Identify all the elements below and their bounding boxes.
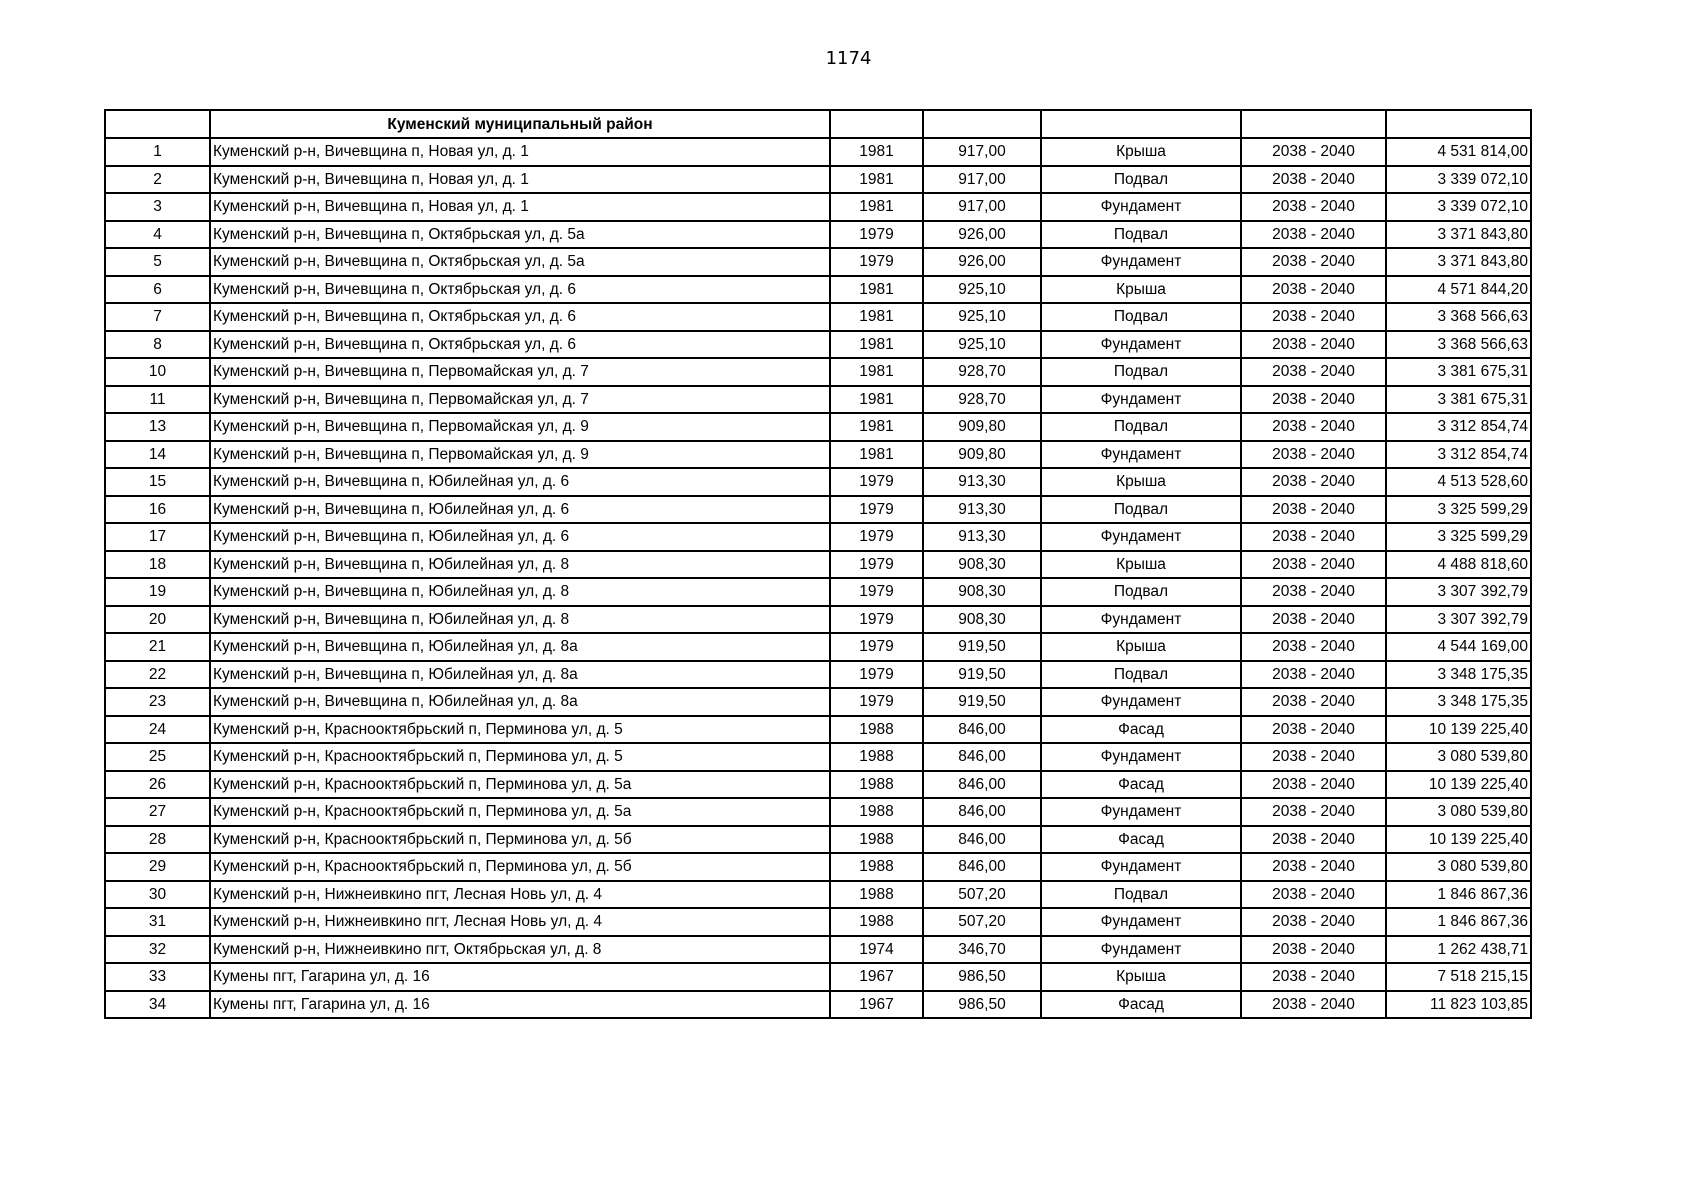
- work-type-cell: Фасад: [1041, 826, 1241, 854]
- empty-cell: [1041, 110, 1241, 138]
- work-type-cell: Крыша: [1041, 138, 1241, 166]
- period-cell: 2038 - 2040: [1241, 633, 1386, 661]
- area-cell: 919,50: [923, 633, 1041, 661]
- table-row: [105, 798, 1531, 826]
- cost-cell: 3 312 854,74: [1386, 413, 1531, 441]
- year-cell: 1979: [830, 248, 923, 276]
- row-number: 8: [105, 331, 210, 359]
- period-cell: 2038 - 2040: [1241, 276, 1386, 304]
- work-type-cell: Фундамент: [1041, 743, 1241, 771]
- cost-cell: 3 307 392,79: [1386, 578, 1531, 606]
- empty-cell: [1386, 110, 1531, 138]
- work-type-cell: Подвал: [1041, 578, 1241, 606]
- cost-cell: 4 513 528,60: [1386, 468, 1531, 496]
- row-number: 20: [105, 606, 210, 634]
- period-cell: 2038 - 2040: [1241, 881, 1386, 909]
- period-cell: 2038 - 2040: [1241, 798, 1386, 826]
- cost-cell: 1 262 438,71: [1386, 936, 1531, 964]
- year-cell: 1979: [830, 496, 923, 524]
- period-cell: 2038 - 2040: [1241, 578, 1386, 606]
- period-cell: 2038 - 2040: [1241, 991, 1386, 1019]
- table-row: [105, 441, 1531, 469]
- district-header-row: [105, 110, 1531, 138]
- page-number: 1174: [825, 48, 872, 69]
- address-cell: Куменский р-н, Вичевщина п, Первомайская ул, д. 9: [210, 413, 830, 441]
- work-type-cell: Подвал: [1041, 413, 1241, 441]
- cost-cell: 4 488 818,60: [1386, 551, 1531, 579]
- area-cell: 846,00: [923, 743, 1041, 771]
- year-cell: 1981: [830, 386, 923, 414]
- table-row: [105, 221, 1531, 249]
- period-cell: 2038 - 2040: [1241, 716, 1386, 744]
- year-cell: 1979: [830, 578, 923, 606]
- area-cell: 986,50: [923, 963, 1041, 991]
- table-row: [105, 303, 1531, 331]
- period-cell: 2038 - 2040: [1241, 166, 1386, 194]
- row-number: 34: [105, 991, 210, 1019]
- area-cell: 919,50: [923, 688, 1041, 716]
- work-type-cell: Подвал: [1041, 661, 1241, 689]
- table-row: [105, 166, 1531, 194]
- row-number: 28: [105, 826, 210, 854]
- row-number: 2: [105, 166, 210, 194]
- cost-cell: 10 139 225,40: [1386, 826, 1531, 854]
- cost-cell: 3 080 539,80: [1386, 743, 1531, 771]
- table-row: [105, 523, 1531, 551]
- work-type-cell: Подвал: [1041, 496, 1241, 524]
- period-cell: 2038 - 2040: [1241, 908, 1386, 936]
- year-cell: 1979: [830, 688, 923, 716]
- table-row: [105, 881, 1531, 909]
- area-cell: 925,10: [923, 276, 1041, 304]
- area-cell: 846,00: [923, 771, 1041, 799]
- row-number: 21: [105, 633, 210, 661]
- area-cell: 908,30: [923, 606, 1041, 634]
- period-cell: 2038 - 2040: [1241, 661, 1386, 689]
- period-cell: 2038 - 2040: [1241, 193, 1386, 221]
- work-type-cell: Подвал: [1041, 303, 1241, 331]
- table-row: [105, 551, 1531, 579]
- address-cell: Кумены пгт, Гагарина ул, д. 16: [210, 963, 830, 991]
- table-row: [105, 496, 1531, 524]
- period-cell: 2038 - 2040: [1241, 963, 1386, 991]
- area-cell: 917,00: [923, 193, 1041, 221]
- row-number: 10: [105, 358, 210, 386]
- period-cell: 2038 - 2040: [1241, 771, 1386, 799]
- year-cell: 1981: [830, 138, 923, 166]
- address-cell: Куменский р-н, Вичевщина п, Первомайская ул, д. 9: [210, 441, 830, 469]
- year-cell: 1967: [830, 963, 923, 991]
- table-row: [105, 386, 1531, 414]
- cost-cell: 4 571 844,20: [1386, 276, 1531, 304]
- row-number: 4: [105, 221, 210, 249]
- period-cell: 2038 - 2040: [1241, 138, 1386, 166]
- area-cell: 928,70: [923, 358, 1041, 386]
- cost-cell: 4 531 814,00: [1386, 138, 1531, 166]
- address-cell: Куменский р-н, Вичевщина п, Юбилейная ул, д. 8а: [210, 661, 830, 689]
- district-title: Куменский муниципальный район: [210, 110, 830, 138]
- year-cell: 1967: [830, 991, 923, 1019]
- period-cell: 2038 - 2040: [1241, 606, 1386, 634]
- table-row: [105, 358, 1531, 386]
- empty-cell: [105, 110, 210, 138]
- year-cell: 1981: [830, 303, 923, 331]
- year-cell: 1981: [830, 276, 923, 304]
- area-cell: 925,10: [923, 303, 1041, 331]
- work-type-cell: Подвал: [1041, 881, 1241, 909]
- address-cell: Куменский р-н, Краснооктябрьский п, Перминова ул, д. 5а: [210, 798, 830, 826]
- cost-cell: 1 846 867,36: [1386, 881, 1531, 909]
- row-number: 6: [105, 276, 210, 304]
- area-cell: 913,30: [923, 523, 1041, 551]
- table-row: [105, 743, 1531, 771]
- address-cell: Кумены пгт, Гагарина ул, д. 16: [210, 991, 830, 1019]
- cost-cell: 3 307 392,79: [1386, 606, 1531, 634]
- area-cell: 913,30: [923, 496, 1041, 524]
- cost-cell: 4 544 169,00: [1386, 633, 1531, 661]
- row-number: 19: [105, 578, 210, 606]
- table-row: [105, 468, 1531, 496]
- row-number: 18: [105, 551, 210, 579]
- period-cell: 2038 - 2040: [1241, 303, 1386, 331]
- year-cell: 1988: [830, 798, 923, 826]
- period-cell: 2038 - 2040: [1241, 743, 1386, 771]
- address-cell: Куменский р-н, Краснооктябрьский п, Перминова ул, д. 5: [210, 716, 830, 744]
- row-number: 27: [105, 798, 210, 826]
- cost-cell: 10 139 225,40: [1386, 771, 1531, 799]
- year-cell: 1988: [830, 716, 923, 744]
- cost-cell: 3 312 854,74: [1386, 441, 1531, 469]
- table-row: [105, 908, 1531, 936]
- row-number: 5: [105, 248, 210, 276]
- row-number: 11: [105, 386, 210, 414]
- period-cell: 2038 - 2040: [1241, 936, 1386, 964]
- year-cell: 1988: [830, 771, 923, 799]
- address-cell: Куменский р-н, Вичевщина п, Октябрьская ул, д. 6: [210, 303, 830, 331]
- area-cell: 926,00: [923, 221, 1041, 249]
- row-number: 17: [105, 523, 210, 551]
- cost-cell: 3 368 566,63: [1386, 303, 1531, 331]
- area-cell: 909,80: [923, 441, 1041, 469]
- row-number: 3: [105, 193, 210, 221]
- period-cell: 2038 - 2040: [1241, 523, 1386, 551]
- cost-cell: 3 080 539,80: [1386, 798, 1531, 826]
- row-number: 7: [105, 303, 210, 331]
- area-cell: 913,30: [923, 468, 1041, 496]
- table-row: [105, 578, 1531, 606]
- work-type-cell: Фундамент: [1041, 248, 1241, 276]
- table-row: [105, 193, 1531, 221]
- row-number: 25: [105, 743, 210, 771]
- area-cell: 846,00: [923, 716, 1041, 744]
- area-cell: 919,50: [923, 661, 1041, 689]
- work-type-cell: Фундамент: [1041, 853, 1241, 881]
- address-cell: Куменский р-н, Вичевщина п, Юбилейная ул, д. 6: [210, 523, 830, 551]
- work-type-cell: Фундамент: [1041, 523, 1241, 551]
- empty-cell: [830, 110, 923, 138]
- table-row: [105, 771, 1531, 799]
- work-type-cell: Подвал: [1041, 358, 1241, 386]
- address-cell: Куменский р-н, Краснооктябрьский п, Перминова ул, д. 5б: [210, 853, 830, 881]
- row-number: 33: [105, 963, 210, 991]
- work-type-cell: Подвал: [1041, 166, 1241, 194]
- cost-cell: 10 139 225,40: [1386, 716, 1531, 744]
- table-row: [105, 826, 1531, 854]
- year-cell: 1988: [830, 853, 923, 881]
- cost-cell: 3 339 072,10: [1386, 166, 1531, 194]
- cost-cell: 3 381 675,31: [1386, 358, 1531, 386]
- table-row: [105, 413, 1531, 441]
- area-cell: 846,00: [923, 853, 1041, 881]
- table-row: [105, 248, 1531, 276]
- cost-cell: 3 371 843,80: [1386, 248, 1531, 276]
- work-type-cell: Фасад: [1041, 771, 1241, 799]
- address-cell: Куменский р-н, Вичевщина п, Новая ул, д. 1: [210, 166, 830, 194]
- area-cell: 346,70: [923, 936, 1041, 964]
- table-row: [105, 633, 1531, 661]
- address-cell: Куменский р-н, Вичевщина п, Первомайская ул, д. 7: [210, 386, 830, 414]
- year-cell: 1988: [830, 881, 923, 909]
- table-row: [105, 936, 1531, 964]
- cost-cell: 3 325 599,29: [1386, 496, 1531, 524]
- period-cell: 2038 - 2040: [1241, 221, 1386, 249]
- period-cell: 2038 - 2040: [1241, 248, 1386, 276]
- year-cell: 1981: [830, 413, 923, 441]
- area-cell: 917,00: [923, 166, 1041, 194]
- work-type-cell: Фундамент: [1041, 908, 1241, 936]
- work-type-cell: Крыша: [1041, 633, 1241, 661]
- year-cell: 1988: [830, 826, 923, 854]
- year-cell: 1979: [830, 633, 923, 661]
- empty-cell: [1241, 110, 1386, 138]
- address-cell: Куменский р-н, Вичевщина п, Новая ул, д. 1: [210, 193, 830, 221]
- area-cell: 928,70: [923, 386, 1041, 414]
- year-cell: 1979: [830, 468, 923, 496]
- work-type-cell: Фундамент: [1041, 798, 1241, 826]
- cost-cell: 7 518 215,15: [1386, 963, 1531, 991]
- address-cell: Куменский р-н, Вичевщина п, Октябрьская ул, д. 6: [210, 276, 830, 304]
- area-cell: 908,30: [923, 551, 1041, 579]
- address-cell: Куменский р-н, Краснооктябрьский п, Перминова ул, д. 5б: [210, 826, 830, 854]
- period-cell: 2038 - 2040: [1241, 441, 1386, 469]
- address-cell: Куменский р-н, Вичевщина п, Юбилейная ул, д. 6: [210, 468, 830, 496]
- period-cell: 2038 - 2040: [1241, 551, 1386, 579]
- address-cell: Куменский р-н, Вичевщина п, Октябрьская ул, д. 5а: [210, 221, 830, 249]
- year-cell: 1988: [830, 908, 923, 936]
- period-cell: 2038 - 2040: [1241, 331, 1386, 359]
- area-cell: 986,50: [923, 991, 1041, 1019]
- work-type-cell: Фундамент: [1041, 386, 1241, 414]
- row-number: 23: [105, 688, 210, 716]
- period-cell: 2038 - 2040: [1241, 496, 1386, 524]
- work-type-cell: Крыша: [1041, 468, 1241, 496]
- period-cell: 2038 - 2040: [1241, 688, 1386, 716]
- period-cell: 2038 - 2040: [1241, 358, 1386, 386]
- address-cell: Куменский р-н, Вичевщина п, Юбилейная ул, д. 8: [210, 551, 830, 579]
- work-type-cell: Фундамент: [1041, 606, 1241, 634]
- work-type-cell: Крыша: [1041, 551, 1241, 579]
- area-cell: 846,00: [923, 798, 1041, 826]
- year-cell: 1988: [830, 743, 923, 771]
- address-cell: Куменский р-н, Вичевщина п, Юбилейная ул, д. 8а: [210, 688, 830, 716]
- year-cell: 1979: [830, 551, 923, 579]
- period-cell: 2038 - 2040: [1241, 468, 1386, 496]
- row-number: 29: [105, 853, 210, 881]
- year-cell: 1981: [830, 358, 923, 386]
- row-number: 26: [105, 771, 210, 799]
- cost-cell: 3 381 675,31: [1386, 386, 1531, 414]
- address-cell: Куменский р-н, Вичевщина п, Юбилейная ул, д. 8а: [210, 633, 830, 661]
- table-row: [105, 138, 1531, 166]
- year-cell: 1981: [830, 166, 923, 194]
- cost-cell: 3 325 599,29: [1386, 523, 1531, 551]
- capital-repair-table: [104, 109, 1532, 1019]
- table-row: [105, 276, 1531, 304]
- work-type-cell: Подвал: [1041, 221, 1241, 249]
- area-cell: 908,30: [923, 578, 1041, 606]
- row-number: 15: [105, 468, 210, 496]
- work-type-cell: Фундамент: [1041, 441, 1241, 469]
- year-cell: 1979: [830, 661, 923, 689]
- table-row: [105, 661, 1531, 689]
- table-row: [105, 331, 1531, 359]
- work-type-cell: Крыша: [1041, 276, 1241, 304]
- work-type-cell: Фундамент: [1041, 936, 1241, 964]
- cost-cell: 3 348 175,35: [1386, 688, 1531, 716]
- cost-cell: 3 080 539,80: [1386, 853, 1531, 881]
- area-cell: 917,00: [923, 138, 1041, 166]
- work-type-cell: Фундамент: [1041, 688, 1241, 716]
- address-cell: Куменский р-н, Нижнеивкино пгт, Лесная Новь ул, д. 4: [210, 881, 830, 909]
- area-cell: 925,10: [923, 331, 1041, 359]
- year-cell: 1979: [830, 606, 923, 634]
- address-cell: Куменский р-н, Вичевщина п, Юбилейная ул, д. 8: [210, 606, 830, 634]
- address-cell: Куменский р-н, Нижнеивкино пгт, Лесная Новь ул, д. 4: [210, 908, 830, 936]
- address-cell: Куменский р-н, Нижнеивкино пгт, Октябрьская ул, д. 8: [210, 936, 830, 964]
- work-type-cell: Фасад: [1041, 991, 1241, 1019]
- table-row: [105, 688, 1531, 716]
- row-number: 32: [105, 936, 210, 964]
- year-cell: 1981: [830, 441, 923, 469]
- row-number: 30: [105, 881, 210, 909]
- cost-cell: 3 368 566,63: [1386, 331, 1531, 359]
- row-number: 16: [105, 496, 210, 524]
- table-row: [105, 991, 1531, 1019]
- table-row: [105, 853, 1531, 881]
- period-cell: 2038 - 2040: [1241, 413, 1386, 441]
- row-number: 14: [105, 441, 210, 469]
- table-row: [105, 963, 1531, 991]
- work-type-cell: Крыша: [1041, 963, 1241, 991]
- row-number: 13: [105, 413, 210, 441]
- address-cell: Куменский р-н, Вичевщина п, Юбилейная ул, д. 6: [210, 496, 830, 524]
- work-type-cell: Фасад: [1041, 716, 1241, 744]
- year-cell: 1981: [830, 193, 923, 221]
- address-cell: Куменский р-н, Вичевщина п, Октябрьская ул, д. 6: [210, 331, 830, 359]
- area-cell: 926,00: [923, 248, 1041, 276]
- period-cell: 2038 - 2040: [1241, 853, 1386, 881]
- cost-cell: 3 371 843,80: [1386, 221, 1531, 249]
- row-number: 31: [105, 908, 210, 936]
- cost-cell: 3 348 175,35: [1386, 661, 1531, 689]
- address-cell: Куменский р-н, Вичевщина п, Первомайская ул, д. 7: [210, 358, 830, 386]
- work-type-cell: Фундамент: [1041, 331, 1241, 359]
- row-number: 24: [105, 716, 210, 744]
- address-cell: Куменский р-н, Вичевщина п, Юбилейная ул, д. 8: [210, 578, 830, 606]
- year-cell: 1981: [830, 331, 923, 359]
- address-cell: Куменский р-н, Вичевщина п, Октябрьская ул, д. 5а: [210, 248, 830, 276]
- address-cell: Куменский р-н, Краснооктябрьский п, Перминова ул, д. 5: [210, 743, 830, 771]
- row-number: 22: [105, 661, 210, 689]
- area-cell: 846,00: [923, 826, 1041, 854]
- cost-cell: 3 339 072,10: [1386, 193, 1531, 221]
- address-cell: Куменский р-н, Вичевщина п, Новая ул, д. 1: [210, 138, 830, 166]
- year-cell: 1979: [830, 221, 923, 249]
- address-cell: Куменский р-н, Краснооктябрьский п, Перминова ул, д. 5а: [210, 771, 830, 799]
- cost-cell: 11 823 103,85: [1386, 991, 1531, 1019]
- area-cell: 507,20: [923, 881, 1041, 909]
- cost-cell: 1 846 867,36: [1386, 908, 1531, 936]
- row-number: 1: [105, 138, 210, 166]
- period-cell: 2038 - 2040: [1241, 826, 1386, 854]
- period-cell: 2038 - 2040: [1241, 386, 1386, 414]
- year-cell: 1974: [830, 936, 923, 964]
- area-cell: 909,80: [923, 413, 1041, 441]
- work-type-cell: Фундамент: [1041, 193, 1241, 221]
- year-cell: 1979: [830, 523, 923, 551]
- area-cell: 507,20: [923, 908, 1041, 936]
- empty-cell: [923, 110, 1041, 138]
- table-row: [105, 716, 1531, 744]
- table-row: [105, 606, 1531, 634]
